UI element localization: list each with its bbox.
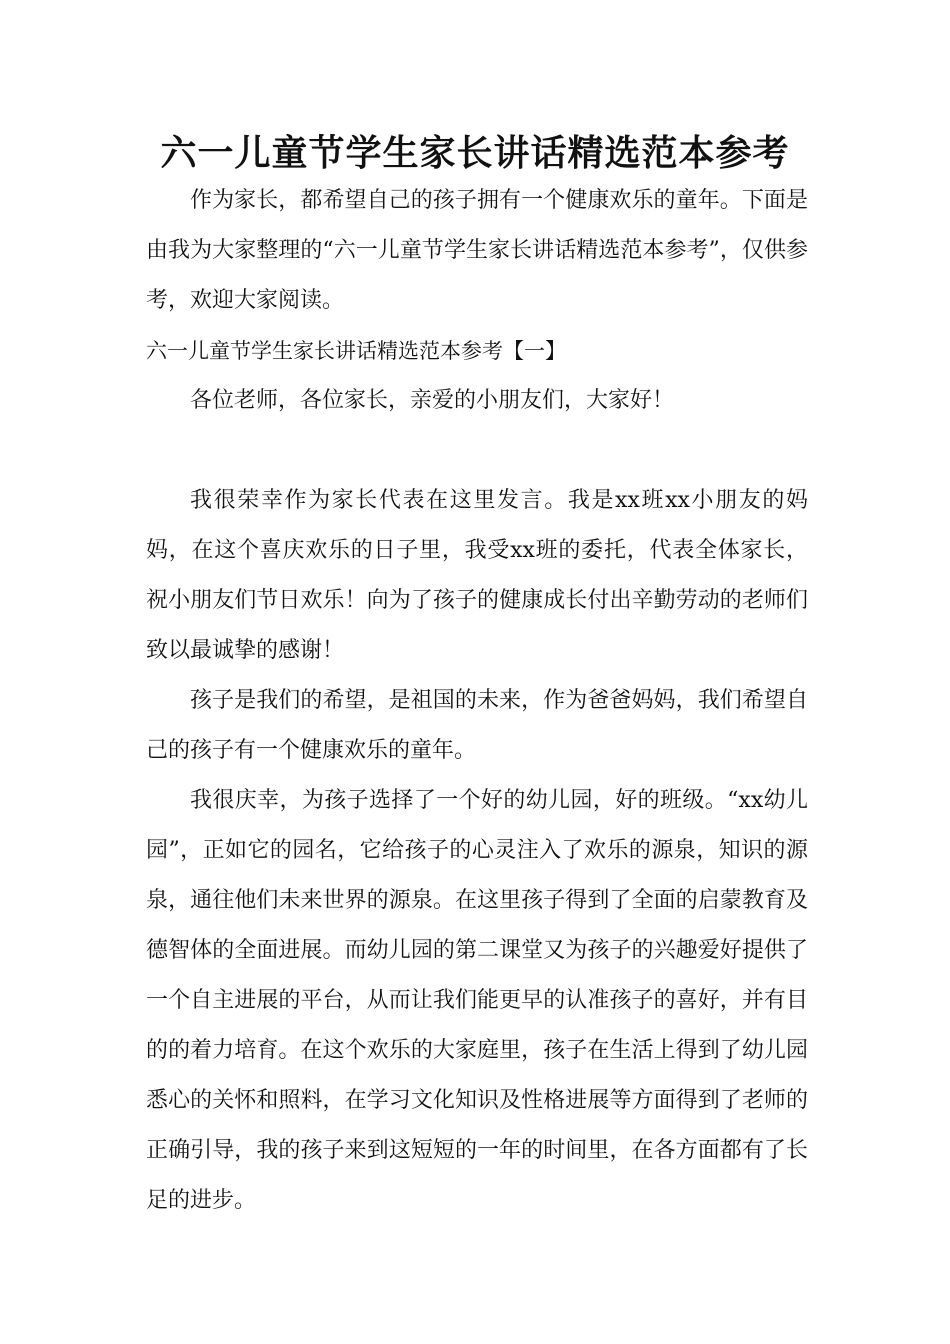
body-paragraph-2: 孩子是我们的希望，是祖国的未来，作为爸爸妈妈，我们希望自己的孩子有一个健康欢乐的童年。	[146, 688, 808, 763]
document-title: 六一儿童节学生家长讲话精选范本参考	[160, 133, 790, 174]
document-body	[146, 176, 808, 1226]
greeting-paragraph: 各位老师，各位家长，亲爱的小朋友们，大家好！	[190, 388, 675, 413]
intro-paragraph: 作为家长，都希望自己的孩子拥有一个健康欢乐的童年。下面是由我为大家整理的“六一儿童节学生家长讲话精选范本参考”，仅供参考，欢迎大家阅读。	[146, 188, 808, 313]
section-heading: 六一儿童节学生家长讲话精选范本参考【一】	[146, 339, 566, 363]
body-paragraph-1: 我很荣幸作为家长代表在这里发言。我是xx班xx小朋友的妈妈，在这个喜庆欢乐的日子里，我受xx班的委托，代表全体家长，祝小朋友们节日欢乐！向为了孩子的健康成长付出辛勤劳动的老师们致以最诚挚的感谢！	[146, 488, 808, 663]
body-paragraph-3: 我很庆幸，为孩子选择了一个好的幼儿园，好的班级。“xx幼儿园”，正如它的园名，它给孩子的心灵注入了欢乐的源泉，知识的源泉，通往他们未来世界的源泉。在这里孩子得到了全面的启蒙教育及德智体的全面进展。而幼儿园的第二课堂又为孩子的兴趣爱好提供了一个自主进展的平台，从而让我们能更早的认准孩子的喜好，并有目的的着力培育。在这个欢乐的大家庭里，孩子在生活上得到了幼儿园悉心的关怀和照料，在学习文化知识及性格进展等方面得到了老师的正确引导，我的孩子来到这短短的一年的时间里，在各方面都有了长足的进步。	[146, 788, 808, 1213]
blank-line	[146, 426, 808, 476]
